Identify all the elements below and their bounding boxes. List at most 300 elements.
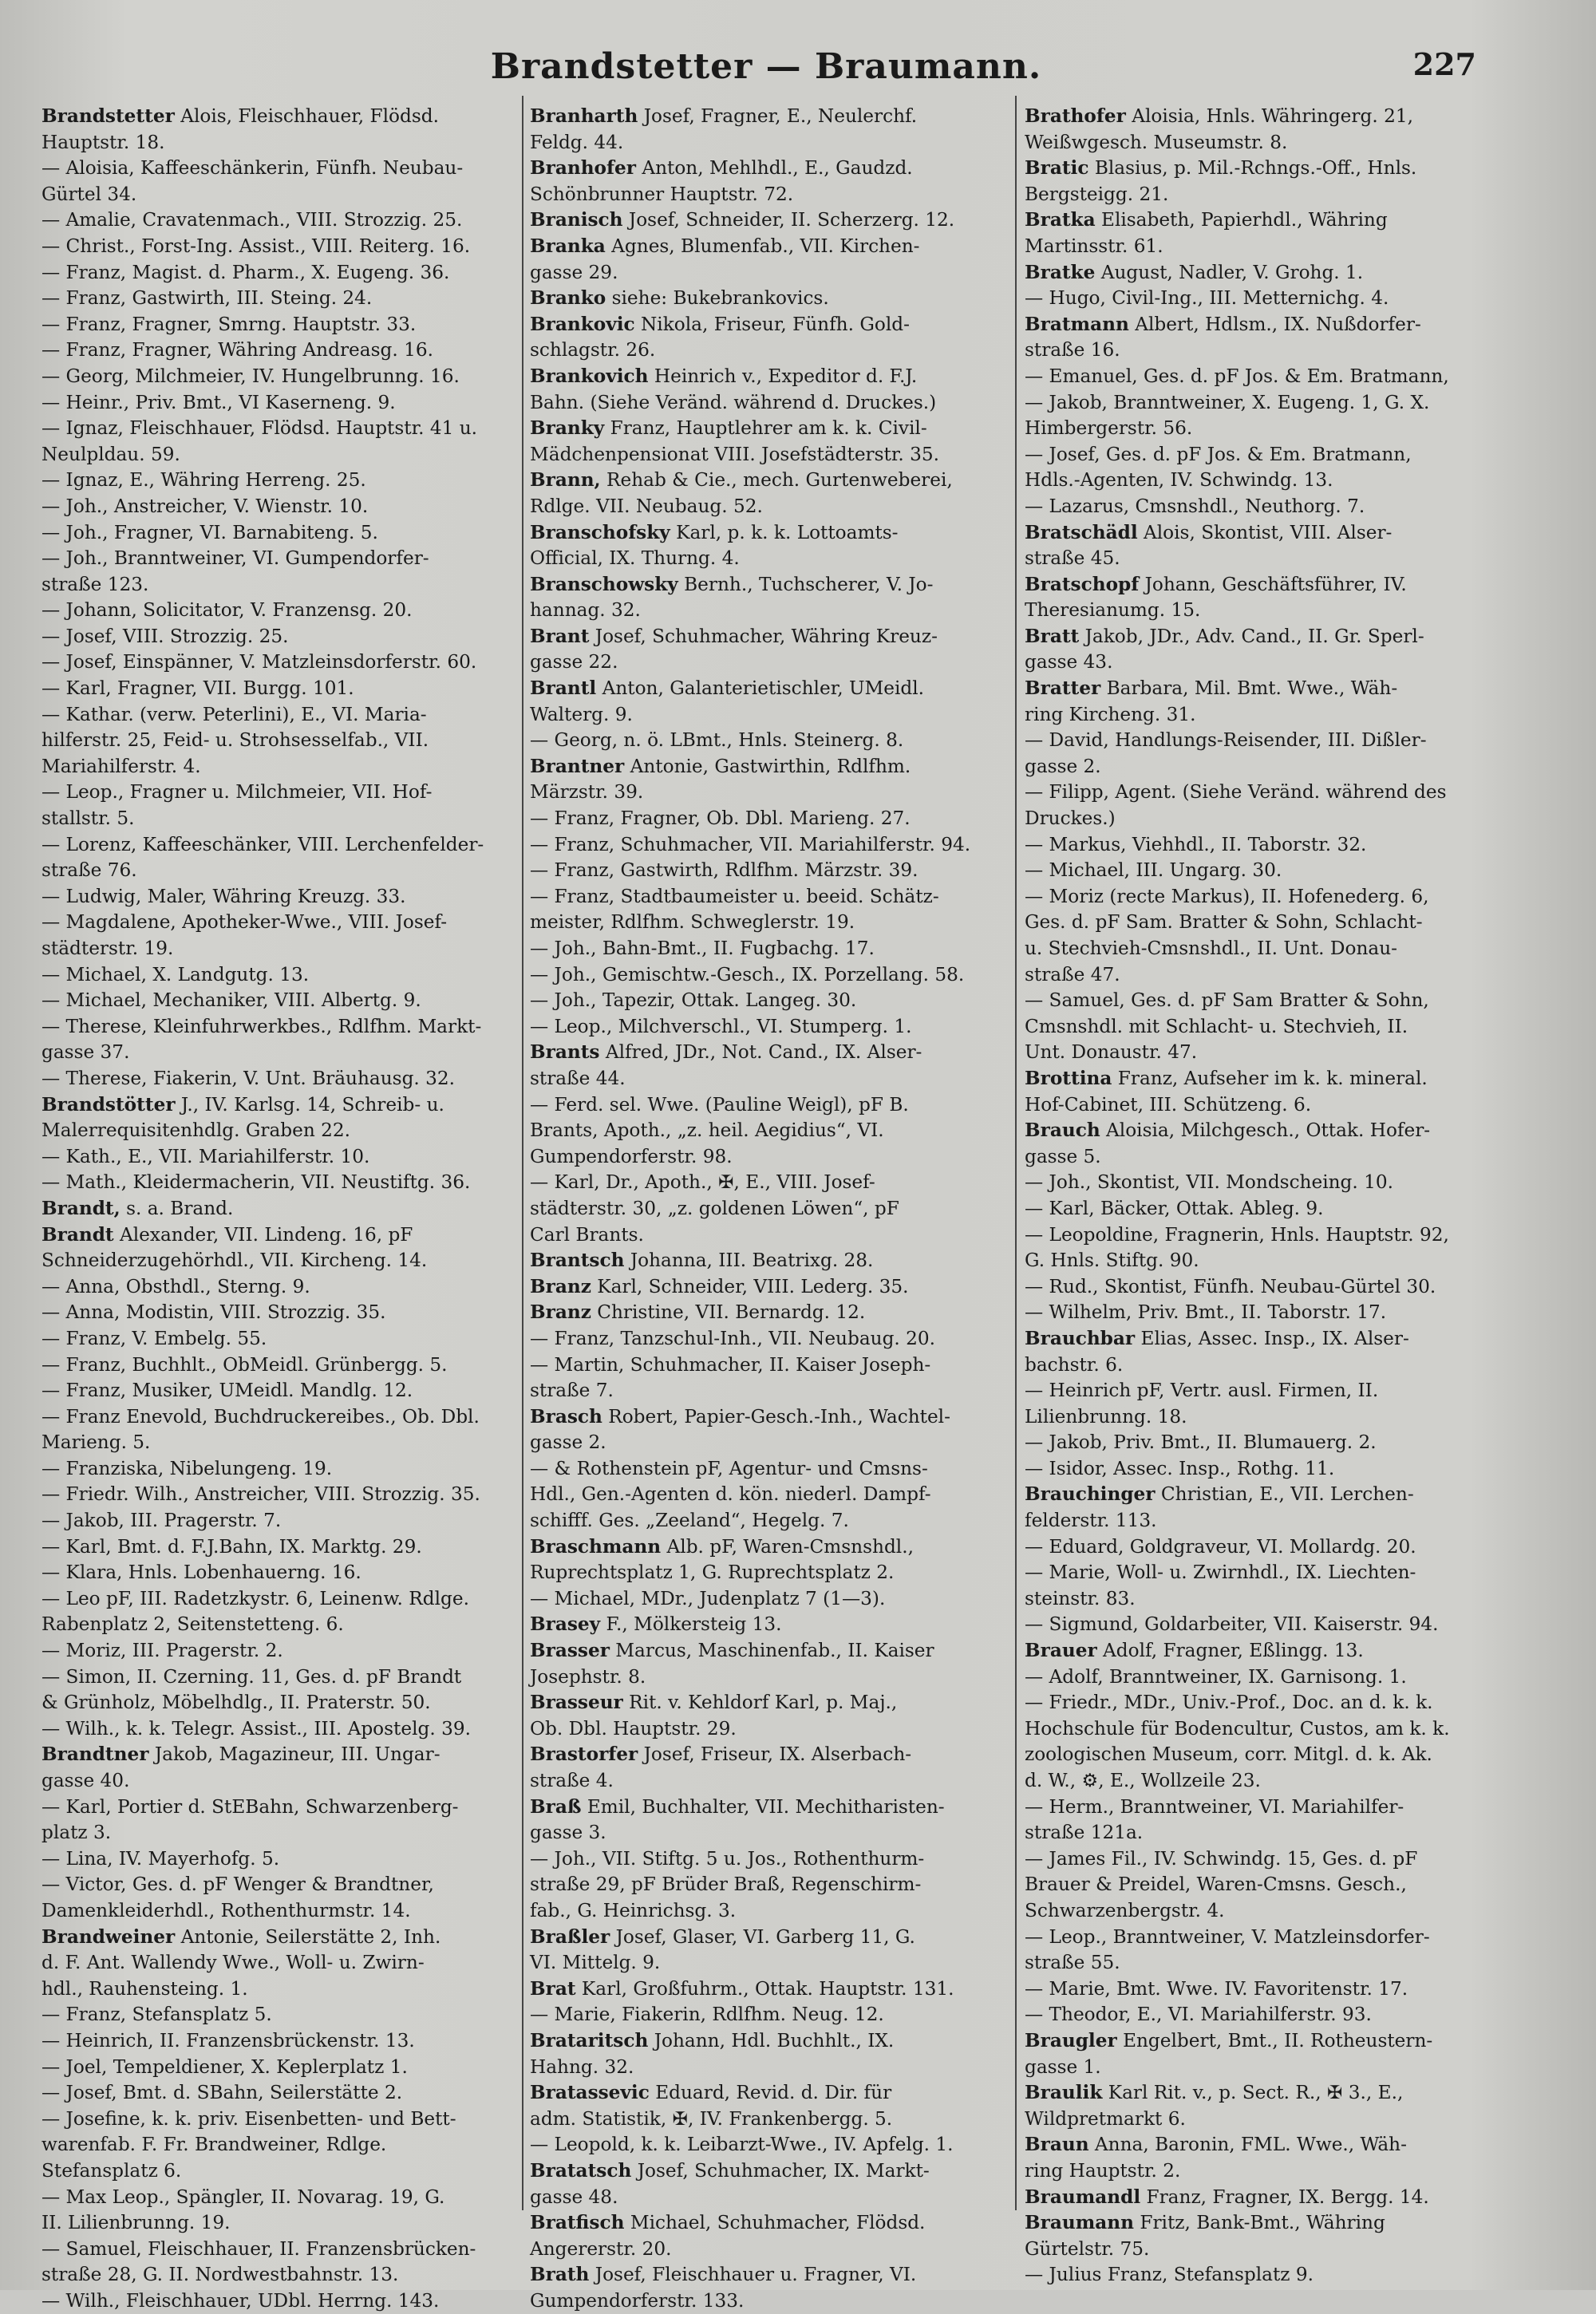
column-1	[41, 104, 511, 2312]
directory-entry-line	[41, 1378, 511, 1404]
entry-text: städterstr. 19.	[41, 938, 174, 959]
directory-entry-line	[41, 182, 511, 208]
directory-entry-line	[530, 1482, 1005, 1508]
entry-text: — Jakob, Branntweiner, X. Eugeng. 1, G. X.	[1025, 391, 1430, 413]
entry-text: — Marie, Woll- u. Zwirnhdl., IX. Liechten-	[1025, 1562, 1416, 1584]
directory-entry-line	[41, 312, 511, 338]
entry-surname: Brasey	[530, 1613, 601, 1636]
directory-entry-line	[41, 1014, 511, 1041]
entry-text: — Karl, Portier d. StEBahn, Schwarzenberg-	[41, 1795, 459, 1818]
entry-text: — Isidor, Assec. Insp., Rothg. 11.	[1025, 1457, 1335, 1479]
entry-text: — Joh., VII. Stiftg. 5 u. Jos., Rothenthurm-	[530, 1847, 925, 1870]
directory-entry-line	[530, 988, 1005, 1014]
directory-entry-line	[1025, 572, 1494, 598]
entry-text: bachstr. 6.	[1025, 1353, 1124, 1376]
directory-entry-line	[41, 1795, 511, 1821]
directory-entry-line	[530, 520, 1005, 547]
entry-text: meister, Rdlfhm. Schweglerstr. 19.	[530, 911, 855, 934]
entry-text: schifff. Ges. „Zeeland“, Hegelg. 7.	[530, 1510, 849, 1532]
entry-text: Josef, Fleischhauer u. Fragner, VI.	[589, 2264, 917, 2286]
entry-text: ring Hauptstr. 2.	[1025, 2159, 1181, 2182]
entry-surname: Brantner	[530, 755, 625, 777]
directory-entry-line	[41, 1950, 511, 1976]
directory-entry-line	[1025, 2132, 1494, 2158]
directory-entry-line	[530, 1222, 1005, 1249]
entry-text: Schneiderzugehörhdl., VII. Kircheng. 14.	[41, 1250, 428, 1272]
entry-text: fab., G. Heinrichsg. 3.	[530, 1899, 737, 1921]
entry-text: — Hugo, Civil-Ing., III. Metternichg. 4.	[1025, 287, 1389, 310]
directory-entry-line	[530, 468, 1005, 494]
directory-entry-line	[41, 1560, 511, 1586]
entry-text: — Michael, MDr., Judenplatz 7 (1—3).	[530, 1587, 886, 1609]
entry-text: Lilienbrunng. 18.	[1025, 1405, 1187, 1427]
directory-entry-line	[1025, 1222, 1494, 1249]
entry-surname: Brandt,	[41, 1197, 120, 1219]
directory-entry-line	[41, 1638, 511, 1664]
directory-entry-line	[41, 1066, 511, 1092]
entry-text: — Franz, Fragner, Ob. Dbl. Marieng. 27.	[530, 808, 911, 830]
entry-text: gasse 40.	[41, 1770, 130, 1791]
entry-surname: Branhofer	[530, 157, 636, 180]
directory-entry-line	[41, 2210, 511, 2237]
entry-text: Adolf, Fragner, Eßlingg. 13.	[1096, 1640, 1364, 1662]
directory-entry-line	[530, 1118, 1005, 1144]
directory-entry-line	[1025, 207, 1494, 234]
entry-text: — Friedr. Wilh., Anstreicher, VIII. Strozzig. 35.	[41, 1483, 480, 1506]
entry-text: Robert, Papier-Gesch.-Inh., Wachtel-	[602, 1405, 950, 1427]
entry-text: gasse 2.	[530, 1431, 606, 1454]
entry-text: — Theodor, E., VI. Mariahilferstr. 93.	[1025, 2004, 1372, 2026]
directory-entry-line	[1025, 1795, 1494, 1821]
entry-text: — Franz, Musiker, UMeidl. Mandlg. 12.	[41, 1380, 413, 1402]
entry-text: Agnes, Blumenfab., VII. Kirchen-	[605, 235, 920, 257]
entry-text: — Joh., Fragner, VI. Barnabiteng. 5.	[41, 521, 378, 543]
entry-text: — Josef, Ges. d. pF Jos. & Em. Bratmann,	[1025, 443, 1412, 465]
entry-text: — Leop., Fragner u. Milchmeier, VII. Hof-	[41, 781, 433, 804]
entry-text: Karl Rit. v., p. Sect. R., ✠ 3., E.,	[1102, 2082, 1404, 2104]
directory-entry-line	[530, 156, 1005, 182]
directory-entry-line	[530, 1664, 1005, 1691]
entry-text: Bergsteigg. 21.	[1025, 183, 1169, 205]
entry-text: Josephstr. 8.	[530, 1665, 646, 1688]
directory-entry-line	[530, 572, 1005, 598]
entry-surname: Braß	[530, 1795, 582, 1818]
entry-text: Official, IX. Thurng. 4.	[530, 547, 740, 570]
entry-text: — Christ., Forst-Ing. Assist., VIII. Reiterg. 16.	[41, 235, 471, 257]
entry-text: Neulpldau. 59.	[41, 443, 180, 465]
entry-text: Emil, Buchhalter, VII. Mechitharisten-	[581, 1795, 945, 1818]
entry-text: — Therese, Fiakerin, V. Unt. Bräuhausg. 32.	[41, 1067, 456, 1089]
directory-entry-line	[530, 207, 1005, 234]
directory-entry-line	[1025, 390, 1494, 417]
entry-text: Josef, Fragner, E., Neulerchf.	[638, 105, 918, 127]
directory-entry-line	[1025, 2185, 1494, 2211]
entry-text: straße 55.	[1025, 1952, 1120, 1974]
entry-surname: Brauer	[1025, 1640, 1097, 1662]
directory-entry-line	[530, 546, 1005, 572]
directory-entry-line	[41, 702, 511, 729]
directory-entry-line	[41, 1040, 511, 1066]
entry-text: Anton, Galanterietischler, UMeidl.	[596, 677, 925, 700]
entry-surname: Brasch	[530, 1405, 602, 1427]
directory-entry-line	[530, 2002, 1005, 2028]
entry-text: straße 4.	[530, 1770, 614, 1791]
directory-entry-line	[41, 1716, 511, 1743]
entry-text: Unt. Donaustr. 47.	[1025, 1041, 1198, 1064]
entry-text: — Eduard, Goldgraveur, VI. Mollardg. 20.	[1025, 1535, 1416, 1558]
directory-entry-line	[41, 1768, 511, 1795]
entry-text: — Martin, Schuhmacher, II. Kaiser Joseph-	[530, 1353, 931, 1376]
entry-text: Mariahilferstr. 4.	[41, 755, 201, 777]
directory-entry-line	[41, 936, 511, 962]
directory-entry-line	[530, 1846, 1005, 1873]
directory-entry-line	[1025, 702, 1494, 729]
column-3	[1025, 104, 1494, 2286]
directory-entry-line	[530, 1248, 1005, 1274]
entry-text: Marieng. 5.	[41, 1431, 151, 1454]
directory-entry-line	[41, 2237, 511, 2263]
entry-text: — Julius Franz, Stefansplatz 9.	[1025, 2264, 1314, 2286]
entry-text: Johann, Hdl. Buchhlt., IX.	[648, 2029, 895, 2051]
directory-entry-line	[41, 468, 511, 494]
entry-text: — Johann, Solicitator, V. Franzensg. 20.	[41, 599, 413, 622]
directory-entry-line	[41, 2002, 511, 2028]
entry-surname: Braugler	[1025, 2029, 1117, 2051]
directory-entry-line	[1025, 1508, 1494, 1534]
entry-text: gasse 43.	[1025, 651, 1113, 673]
entry-text: Barbara, Mil. Bmt. Wwe., Wäh-	[1100, 677, 1398, 700]
entry-text: — Anna, Obsthdl., Sterng. 9.	[41, 1275, 310, 1297]
entry-surname: Bratke	[1025, 261, 1096, 283]
directory-entry-line	[41, 2107, 511, 2133]
directory-entry-line	[41, 364, 511, 390]
entry-text: — Moriz, III. Pragerstr. 2.	[41, 1640, 283, 1662]
directory-entry-line	[530, 1066, 1005, 1092]
entry-surname: Braulik	[1025, 2082, 1103, 2104]
directory-entry-line	[530, 1716, 1005, 1743]
entry-text: Ob. Dbl. Hauptstr. 29.	[530, 1717, 737, 1739]
entry-text: & Grünholz, Möbelhdlg., II. Praterstr. 50.	[41, 1692, 431, 1714]
directory-entry-line	[530, 104, 1005, 130]
directory-entry-line	[530, 1925, 1005, 1951]
directory-entry-line	[530, 1430, 1005, 1456]
directory-entry-line	[41, 832, 511, 859]
directory-entry-line	[41, 780, 511, 806]
directory-entry-line	[41, 207, 511, 234]
entry-text: — Simon, II. Czerning. 11, Ges. d. pF Brandt	[41, 1665, 462, 1688]
directory-entry-line	[530, 1014, 1005, 1041]
directory-entry-line	[41, 1690, 511, 1716]
directory-entry-line	[530, 806, 1005, 832]
directory-entry-line	[530, 130, 1005, 156]
directory-entry-line	[41, 988, 511, 1014]
directory-entry-line	[41, 1430, 511, 1456]
directory-entry-line	[1025, 442, 1494, 468]
entry-surname: Bratatsch	[530, 2159, 632, 2182]
entry-text: — Joh., Anstreicher, V. Wienstr. 10.	[41, 495, 369, 517]
directory-entry-line	[1025, 1612, 1494, 1638]
entry-text: Gumpendorferstr. 98.	[530, 1145, 733, 1167]
entry-text: Bahn. (Siehe Veränd. während d. Druckes.)	[530, 391, 937, 413]
directory-entry-line	[41, 286, 511, 312]
entry-text: straße 47.	[1025, 963, 1120, 985]
entry-text: — Franz, V. Embelg. 55.	[41, 1327, 267, 1349]
directory-entry-line	[530, 1170, 1005, 1196]
directory-entry-line	[530, 1300, 1005, 1326]
directory-entry-line	[41, 650, 511, 676]
directory-entry-line	[530, 2080, 1005, 2107]
directory-entry-line	[1025, 936, 1494, 962]
entry-text: — Samuel, Ges. d. pF Sam Bratter & Sohn,	[1025, 989, 1429, 1012]
entry-text: straße 76.	[41, 859, 137, 882]
entry-text: Alexander, VII. Lindeng. 16, pF	[113, 1223, 413, 1246]
entry-text: Brauer & Preidel, Waren-Cmsns. Gesch.,	[1025, 1874, 1407, 1896]
directory-entry-line	[1025, 156, 1494, 182]
directory-entry-line	[1025, 2237, 1494, 2263]
entry-text: Josef, Glaser, VI. Garberg 11, G.	[610, 1925, 915, 1948]
entry-text: Hauptstr. 18.	[41, 131, 165, 153]
entry-text: Karl, Schneider, VIII. Lederg. 35.	[591, 1275, 909, 1297]
entry-surname: Branky	[530, 417, 605, 440]
entry-text: Fritz, Bank-Bmt., Währing	[1133, 2212, 1385, 2234]
entry-text: — Joel, Tempeldiener, X. Keplerplatz 1.	[41, 2055, 408, 2078]
entry-surname: Brat	[530, 1977, 576, 2000]
directory-entry-line	[41, 1222, 511, 1249]
directory-columns	[41, 104, 1494, 2312]
entry-text: u. Stechvieh-Cmsnshdl., II. Unt. Donau-	[1025, 938, 1397, 959]
entry-text: siehe: Bukebrankovics.	[606, 287, 829, 310]
directory-entry-line	[41, 2158, 511, 2185]
entry-text: — Karl, Dr., Apoth., ✠, E., VIII. Josef-	[530, 1171, 875, 1194]
directory-entry-line	[41, 624, 511, 650]
directory-entry-line	[530, 676, 1005, 702]
entry-text: — Michael, X. Landgutg. 13.	[41, 963, 310, 985]
directory-entry-line	[41, 104, 511, 130]
directory-entry-line	[41, 546, 511, 572]
entry-text: d. F. Ant. Wallendy Wwe., Woll- u. Zwirn-	[41, 1952, 425, 1974]
entry-text: Gürtel 34.	[41, 183, 137, 205]
directory-entry-line	[41, 1976, 511, 2003]
directory-entry-line	[530, 780, 1005, 806]
directory-entry-line	[530, 2210, 1005, 2237]
directory-entry-line	[530, 1560, 1005, 1586]
entry-surname: Brathofer	[1025, 105, 1126, 127]
entry-text: Karl, Großfuhrm., Ottak. Hauptstr. 131.	[575, 1977, 954, 2000]
entry-text: — Leo pF, III. Radetzkystr. 6, Leinenw. Rdlge.	[41, 1587, 469, 1609]
entry-text: Stefansplatz 6.	[41, 2159, 182, 2182]
entry-text: Elisabeth, Papierhdl., Währing	[1095, 209, 1388, 231]
directory-entry-line	[1025, 1378, 1494, 1404]
directory-entry-line	[530, 1456, 1005, 1483]
entry-text: — Joh., Bahn-Bmt., II. Fugbachg. 17.	[530, 938, 875, 959]
directory-entry-line	[530, 1638, 1005, 1664]
directory-entry-line	[1025, 1300, 1494, 1326]
directory-entry-line	[530, 286, 1005, 312]
entry-text: Johann, Geschäftsführer, IV.	[1139, 573, 1407, 595]
entry-text: — Jakob, Priv. Bmt., II. Blumauerg. 2.	[1025, 1431, 1377, 1454]
entry-surname: Brandweiner	[41, 1925, 176, 1948]
entry-text: Gürtelstr. 75.	[1025, 2237, 1150, 2260]
entry-text: — Josef, VIII. Strozzig. 25.	[41, 625, 289, 647]
entry-text: — Magdalene, Apotheker-Wwe., VIII. Josef-	[41, 911, 448, 934]
entry-text: Schwarzenbergstr. 4.	[1025, 1899, 1225, 1921]
entry-text: Brants, Apoth., „z. heil. Aegidius“, VI.	[530, 1119, 884, 1142]
entry-text: — Emanuel, Ges. d. pF Jos. & Em. Bratmann,	[1025, 365, 1449, 387]
entry-surname: Brauchbar	[1025, 1327, 1136, 1349]
entry-text: warenfab. F. Fr. Brandweiner, Rdlge.	[41, 2134, 387, 2156]
entry-text: Nikola, Friseur, Fünfh. Gold-	[634, 313, 910, 335]
entry-text: Märzstr. 39.	[530, 781, 644, 804]
directory-entry-line	[41, 1300, 511, 1326]
entry-text: — Therese, Kleinfuhrwerkbes., Rdlfhm. Markt-	[41, 1015, 482, 1037]
directory-entry-line	[530, 858, 1005, 884]
entry-text: Karl, p. k. k. Lottoamts-	[670, 521, 899, 543]
entry-text: Alois, Skontist, VIII. Alser-	[1137, 521, 1393, 543]
entry-text: Carl Brants.	[530, 1223, 644, 1246]
entry-surname: Bratschädl	[1025, 521, 1138, 543]
entry-text: Malerrequisitenhdlg. Graben 22.	[41, 1119, 351, 1142]
entry-text: — Max Leop., Spängler, II. Novarag. 19, G.	[41, 2186, 445, 2208]
directory-entry-line	[41, 598, 511, 624]
entry-text: Hdl., Gen.-Agenten d. kön. niederl. Dampf-	[530, 1483, 931, 1506]
directory-entry-line	[1025, 1664, 1494, 1691]
entry-surname: Brandtner	[41, 1743, 149, 1766]
entry-text: Aloisia, Hnls. Währingerg. 21,	[1125, 105, 1413, 127]
entry-text: Ruprechtsplatz 1, G. Ruprechtsplatz 2.	[530, 1562, 895, 1584]
directory-entry-line	[1025, 1976, 1494, 2003]
entry-text: felderstr. 113.	[1025, 1510, 1157, 1532]
directory-entry-line	[41, 2288, 511, 2314]
entry-text: gasse 5.	[1025, 1145, 1101, 1167]
directory-entry-line	[530, 1378, 1005, 1404]
entry-surname: Bratschopf	[1025, 573, 1140, 595]
entry-text: Schönbrunner Hauptstr. 72.	[530, 183, 794, 205]
entry-text: — David, Handlungs-Reisender, III. Dißler-	[1025, 729, 1427, 752]
entry-text: — Filipp, Agent. (Siehe Veränd. während des	[1025, 781, 1447, 804]
entry-text: — Franz, Gastwirth, III. Steing. 24.	[41, 287, 373, 310]
entry-surname: Braumandl	[1025, 2186, 1141, 2208]
directory-entry-line	[530, 182, 1005, 208]
directory-entry-line	[1025, 1846, 1494, 1873]
entry-text: Blasius, p. Mil.-Rchngs.-Off., Hnls.	[1088, 157, 1417, 180]
directory-entry-line	[41, 260, 511, 286]
entry-text: — Kathar. (verw. Peterlini), E., VI. Maria-	[41, 703, 427, 725]
entry-text: — Lina, IV. Mayerhofg. 5.	[41, 1847, 280, 1870]
entry-text: — Ignaz, E., Währing Herreng. 25.	[41, 469, 366, 492]
entry-text: straße 44.	[530, 1067, 626, 1089]
directory-entry-line	[1025, 1014, 1494, 1041]
directory-entry-line	[530, 754, 1005, 780]
directory-entry-line	[1025, 884, 1494, 910]
directory-entry-line	[1025, 2028, 1494, 2055]
directory-entry-line	[530, 728, 1005, 754]
directory-entry-line	[530, 1820, 1005, 1846]
entry-text: — Josef, Einspänner, V. Matzleinsdorferstr. 60.	[41, 651, 477, 673]
entry-text: — Leopoldine, Fragnerin, Hnls. Hauptstr. 92,	[1025, 1223, 1449, 1246]
directory-entry-line	[1025, 1898, 1494, 1925]
directory-entry-line	[530, 1768, 1005, 1795]
directory-entry-line	[1025, 1248, 1494, 1274]
entry-text: — Heinr., Priv. Bmt., VI Kaserneng. 9.	[41, 391, 396, 413]
directory-entry-line	[530, 312, 1005, 338]
entry-surname: Branko	[530, 287, 606, 310]
directory-entry-line	[530, 702, 1005, 729]
entry-text: — Ludwig, Maler, Währing Kreuzg. 33.	[41, 885, 406, 907]
directory-entry-line	[530, 1950, 1005, 1976]
directory-entry-line	[1025, 1586, 1494, 1613]
directory-entry-line	[41, 390, 511, 417]
entry-text: d. W., ⚙, E., Wollzeile 23.	[1025, 1770, 1261, 1791]
entry-text: G. Hnls. Stiftg. 90.	[1025, 1250, 1199, 1272]
directory-entry-line	[41, 2185, 511, 2211]
entry-surname: Brataritsch	[530, 2029, 649, 2051]
entry-text: gasse 37.	[41, 1041, 130, 1064]
directory-entry-line	[530, 390, 1005, 417]
entry-text: straße 29, pF Brüder Braß, Regenschirm-	[530, 1874, 922, 1896]
directory-entry-line	[530, 416, 1005, 442]
directory-entry-line	[1025, 806, 1494, 832]
entry-text: Marcus, Maschinenfab., II. Kaiser	[609, 1640, 934, 1662]
directory-entry-line	[530, 1352, 1005, 1379]
entry-surname: Branz	[530, 1301, 591, 1324]
entry-text: hilferstr. 25, Feid- u. Strohsesselfab., VII.	[41, 729, 429, 752]
entry-surname: Brandt	[41, 1223, 114, 1246]
entry-surname: Bratter	[1025, 677, 1101, 700]
entry-text: — Ferd. sel. Wwe. (Pauline Weigl), pF B.	[530, 1093, 909, 1116]
entry-text: — Wilh., k. k. Telegr. Assist., III. Apostelg. 39.	[41, 1717, 471, 1739]
directory-entry-line	[1025, 1690, 1494, 1716]
directory-entry-line	[530, 936, 1005, 962]
directory-entry-line	[1025, 2158, 1494, 2185]
entry-text: Hochschule für Bodencultur, Custos, am k. k.	[1025, 1717, 1450, 1739]
entry-text: — Franziska, Nibelungeng. 19.	[41, 1457, 333, 1479]
entry-text: — Klara, Hnls. Lobenhauerng. 16.	[41, 1562, 361, 1584]
entry-surname: Brann,	[530, 469, 601, 492]
entry-text: Cmsnshdl. mit Schlacht- u. Stechvieh, II.	[1025, 1015, 1408, 1037]
directory-entry-line	[530, 2055, 1005, 2081]
entry-text: — Marie, Fiakerin, Rdlfhm. Neug. 12.	[530, 2004, 884, 2026]
entry-text: — Friedr., MDr., Univ.-Prof., Doc. an d. k. k.	[1025, 1692, 1433, 1714]
entry-text: gasse 3.	[530, 1822, 606, 1844]
entry-text: straße 28, G. II. Nordwestbahnstr. 13.	[41, 2264, 399, 2286]
entry-text: Damenkleiderhdl., Rothenthurmstr. 14.	[41, 1899, 411, 1921]
directory-entry-line	[1025, 468, 1494, 494]
entry-text: zoologischen Museum, corr. Mitgl. d. k. Ak.	[1025, 1743, 1432, 1766]
directory-entry-line	[530, 1612, 1005, 1638]
entry-text: — James Fil., IV. Schwindg. 15, Ges. d. pF	[1025, 1847, 1418, 1870]
entry-text: — Moriz (recte Markus), II. Hofenederg. 6,	[1025, 885, 1429, 907]
directory-entry-line	[1025, 1274, 1494, 1301]
directory-entry-line	[41, 1846, 511, 1873]
directory-entry-line	[530, 1326, 1005, 1352]
entry-text: Druckes.)	[1025, 808, 1116, 830]
directory-entry-line	[41, 2132, 511, 2158]
directory-entry-line	[530, 338, 1005, 364]
directory-entry-line	[41, 1248, 511, 1274]
entry-text: adm. Statistik, ✠, IV. Frankenbergg. 5.	[530, 2107, 893, 2130]
entry-text: Michael, Schuhmacher, Flödsd.	[624, 2212, 926, 2234]
entry-text: — Franz, Tanzschul-Inh., VII. Neubaug. 20.	[530, 1327, 936, 1349]
directory-entry-line	[530, 2288, 1005, 2314]
directory-entry-line	[530, 2237, 1005, 2263]
directory-entry-line	[41, 962, 511, 989]
entry-surname: Brantl	[530, 677, 597, 700]
entry-text: — Sigmund, Goldarbeiter, VII. Kaiserstr. 94.	[1025, 1613, 1439, 1636]
directory-entry-line	[41, 1170, 511, 1196]
directory-entry-line	[530, 884, 1005, 910]
directory-entry-line	[1025, 1534, 1494, 1561]
entry-text: — Franz, Stefansplatz 5.	[41, 2004, 272, 2026]
